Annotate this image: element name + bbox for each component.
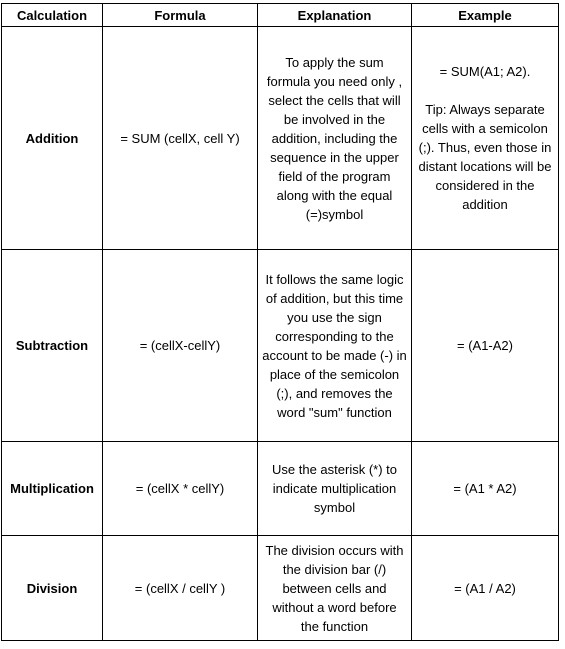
example-cell: = (A1-A2)	[412, 250, 559, 442]
calculation-name: Division	[2, 536, 103, 641]
formula-cell: = (cellX-cellY)	[103, 250, 258, 442]
example-formula: = SUM(A1; A2).	[439, 64, 531, 79]
example-cell	[412, 27, 559, 250]
example-cell: = (A1 * A2)	[412, 442, 559, 536]
calculation-formulas-table	[1, 3, 559, 641]
table-row-division	[2, 536, 559, 641]
formula-cell: = (cellX / cellY )	[103, 536, 258, 641]
calculation-name: Subtraction	[2, 250, 103, 442]
calculation-name: Addition	[2, 27, 103, 250]
formula-cell: = SUM (cellX, cell Y)	[103, 27, 258, 250]
header-calculation: Calculation	[2, 4, 103, 27]
table-row-subtraction	[2, 250, 559, 442]
calculation-name: Multiplication	[2, 442, 103, 536]
explanation-cell: To apply the sum formula you need only , select the cells that will be involved in the addition, including the sequence in the upper field of the program along with the equal (=)symbol	[258, 27, 412, 250]
explanation-cell: It follows the same logic of addition, but this time you use the sign corresponding to the account to be made (-) in place of the semicolon (;), and removes the word "sum" function	[258, 250, 412, 442]
header-row	[2, 4, 559, 27]
table-row-multiplication	[2, 442, 559, 536]
example-cell: = (A1 / A2)	[412, 536, 559, 641]
explanation-cell: The division occurs with the division bar (/) between cells and without a word before the function	[258, 536, 412, 641]
table-row-addition	[2, 27, 559, 250]
example-tip: Tip: Always separate cells with a semicolon (;). Thus, even those in distant locations will be considered in the addition	[418, 102, 552, 212]
header-explanation: Explanation	[258, 4, 412, 27]
header-example: Example	[412, 4, 559, 27]
explanation-cell: Use the asterisk (*) to indicate multiplication symbol	[258, 442, 412, 536]
formula-cell: = (cellX * cellY)	[103, 442, 258, 536]
header-formula: Formula	[103, 4, 258, 27]
